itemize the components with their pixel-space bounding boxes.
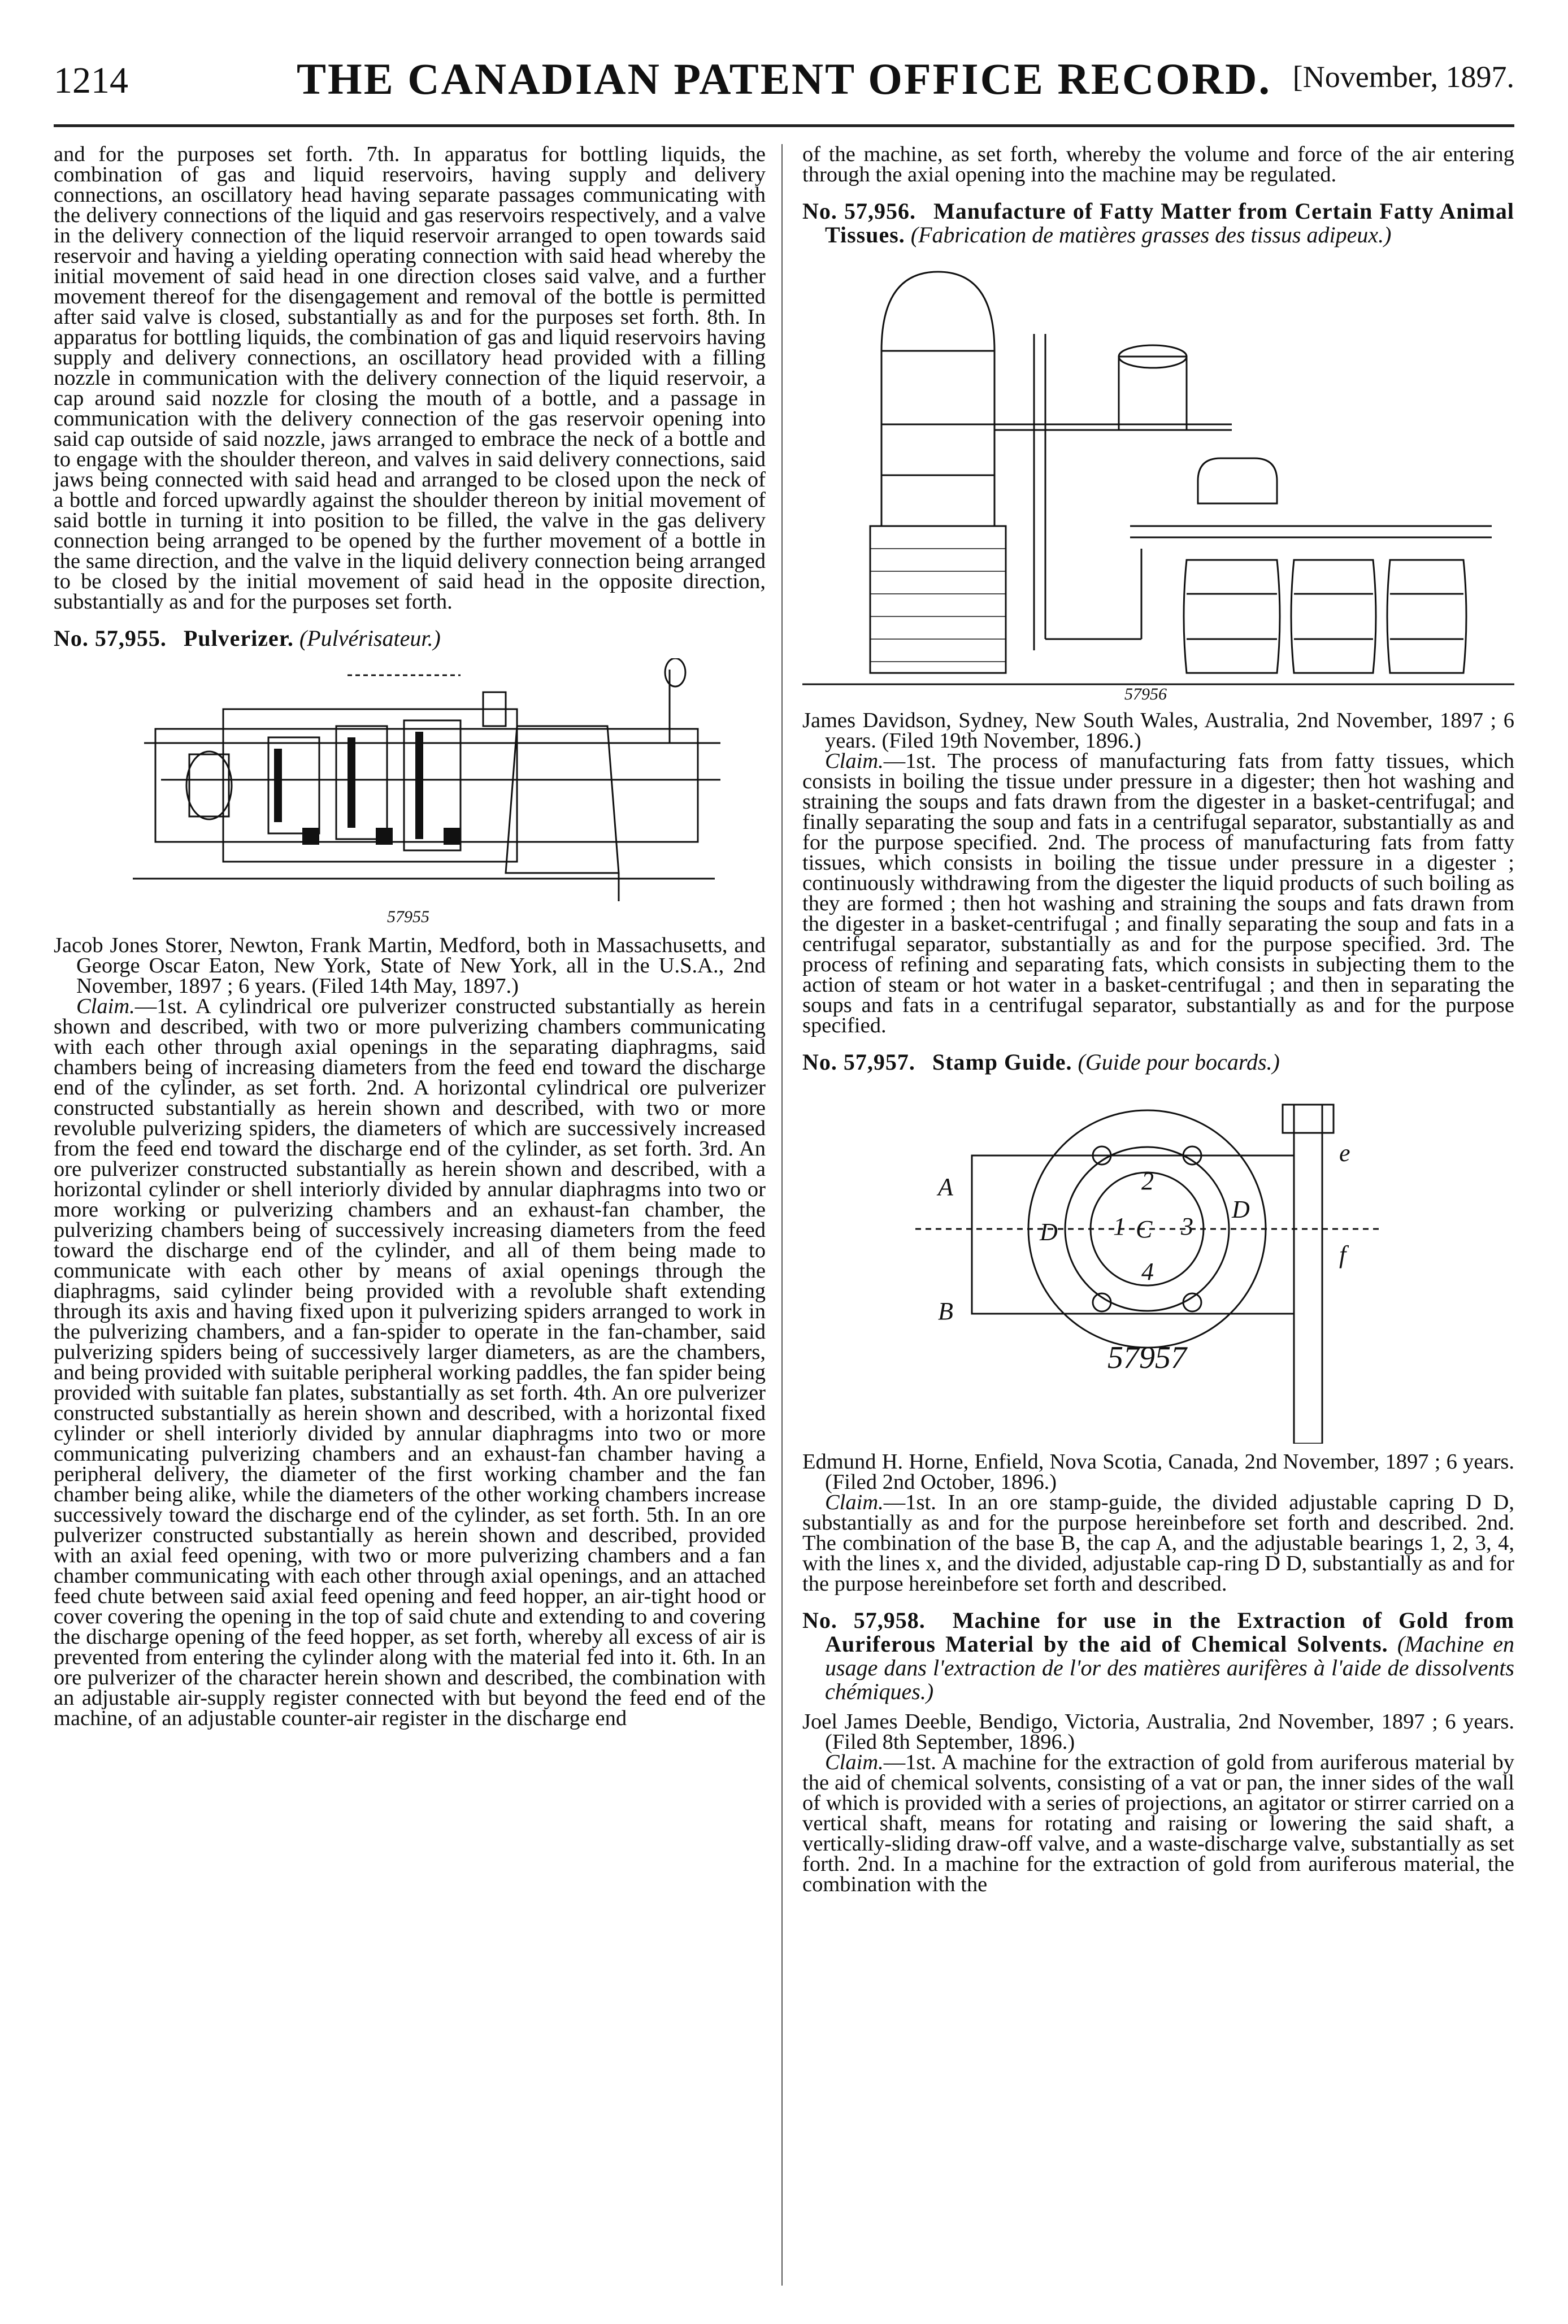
claim-text: —1st. A cylindrical ore pulverizer constructed substantially as herein shown and described, with two or more pulverizing chambers communicating with each other through axial openings in the separating diaphragms, said chambers being of increasing diameters from the feed end toward the discharge end of the cylinder, as set forth. 2nd. A horizontal cylindrical ore pulverizer constructed substantially as herein shown and described, with two or more revoluble pulverizing spiders, the diameters of which are successively increased from the feed end toward the discharge end of the cylinder, as set forth. 3rd. An ore pulverizer constructed substantially as herein shown and described, with a horizontal cylinder or shell interiorly divided by annular diaphragms into two or more working or pulverizing chambers and an exhaust-fan chamber, the pulverizing chambers being of successively increasing diameters from the feed toward the discharge end of the cylinder, and all of them being made to communicate with each other by means of axial openings through the diaphragms, said cylinder being provided with a revoluble shaft extending through its axis and having fixed upon it pulverizing spiders arranged to work in the pulverizing chambers, and a fan-spider to operate in the fan-chamber, said pulverizing spiders being of successively larger diameters, as are the chambers, and being provided with suitable peripheral working paddles, the fan spider being provided with suitable fan plates, substantially as set forth. 4th. An ore pulverizer constructed substantially as herein shown and described, with a horizontal fixed cylinder or shell interiorly divided by annular diaphragms into two or more communicating pulverizing chambers and an exhaust-fan chamber having a peripheral delivery, the diameter of the first working chamber and the fan chamber being alike, while the diameters of the other working chambers increase successively toward the discharge end of the cylinder, as set forth. 5th. In an ore pulverizer constructed substantially as herein shown and described, provided with an axial feed opening, with two or more pulverizing chambers and a fan chamber communicating with each other through axial openings, and an attached feed chute between said axial feed opening and feed hopper, an air-tight hood or cover covering the opening in the top of said chute and extending to and covering the discharge opening of the feed hopper, as set forth, whereby all excess of air is prevented from entering the cylinder along with the material fed into it. 6th. In an ore pulverizer of the character herein shown and described, the combination with an adjustable air-supply register connected with but beyond the feed end of the machine, of an adjustable counter-air register in the discharge end: [54, 994, 766, 1730]
svg-text:e: e: [1339, 1139, 1350, 1167]
patent-number: No. 57,958.: [802, 1608, 926, 1633]
patent-title: Stamp Guide.: [932, 1049, 1072, 1075]
claims-57958: [802, 1752, 1514, 1895]
page-number: 1214: [54, 60, 128, 101]
svg-text:D: D: [1040, 1218, 1058, 1246]
claim-label: Claim.: [825, 1491, 884, 1514]
continued-claim-text-right: of the machine, as set forth, whereby the volume and force of the air entering through the axial opening into the machine may be regulated.: [802, 142, 1514, 186]
svg-text:C: C: [1136, 1215, 1153, 1243]
claim-text: —1st. The process of manufacturing fats from fatty tissues, which consists in boiling the tissue under pressure in a digester; then hot washing and straining the soups and fats drawn from the digester in a basket-centrifugal; and finally separating the soup and fats in a centrifugal separator, substantially as and for the purpose specified. 2nd. The process of manufacturing fats from fatty tissues, which consists in boiling the tissue under pressure in a digester ; continuously withdrawing from the digester the liquid products of such boiling as they are formed ; then hot washing and straining the soups and fats drawn from the digester in a basket-centrifugal ; and finally separating the soup and fats in a centrifugal separator, substantially as and for the purpose specified. 3rd. The process of refining and separating fats, which consists in subjecting them to the action of steam or hot water in a basket-centrifugal ; and then in separating the soups and fats in a centrifugal separator, substantially as and for the purpose specified.: [802, 749, 1514, 1037]
patent-number: No. 57,956.: [802, 198, 916, 224]
header-rule: [54, 124, 1514, 127]
patent-title: Machine for use in the Extraction of Gold from Auriferous Material by the aid of Chemical Solvents.: [825, 1608, 1515, 1657]
patent-french-title: (Fabrication de matières grasses des tissus adipeux.): [910, 222, 1392, 247]
issue-date: [November, 1897.: [1292, 60, 1514, 94]
inventors-57956: James Davidson, Sydney, New South Wales, Australia, 2nd November, 1897 ; 6 years. (Filed 19th November, 1896.): [802, 709, 1514, 753]
patent-heading-57958: [802, 1609, 1514, 1704]
column-divider: [781, 144, 783, 2286]
inventors-57957: Edmund H. Horne, Enfield, Nova Scotia, Canada, 2nd November, 1897 ; 6 years. (Filed 2nd October, 1896.): [802, 1450, 1514, 1494]
svg-text:A: A: [938, 1173, 953, 1201]
figure-57956: [802, 255, 1514, 703]
continued-claim-text: and for the purposes set forth. 7th. In apparatus for bottling liquids, the combination of gas and liquid reservoirs, having supply and delivery connections, an oscillatory head having separate passages communicating with the delivery connections of the liquid and gas reservoirs respectively, and a valve in the delivery connection of the liquid reservoir arranged to open towards said reservoir and having a yielding operating connection with said head whereby the initial movement of said head in one direction closes said valve, and a further movement thereof for the disengagement and removal of the bottle is permitted after said valve is closed, substantially as and for the purposes set forth. 8th. In apparatus for bottling liquids, the combination of gas and liquid reservoirs having supply and delivery connections, an oscillatory head provided with a filling nozzle in communication with the delivery connection of the liquid reservoir, a cap around said nozzle for closing the mouth of a bottle, and a passage in communication with the delivery connection of the gas reservoir opening into said cap outside of said nozzle, jaws arranged to embrace the neck of a bottle and to engage with the shoulder thereon, and valves in said delivery connections, said jaws being connected with said head and arranged to be closed upon the neck of a bottle and forced upwardly against the shoulder thereon by initial movement of said bottle in turning it into position to be filled, the valve in the gas delivery connection being arranged to be opened by the further movement of a bottle in the same direction, and the valve in the liquid delivery connection being arranged to be closed by the initial movement of said head in the opposite direction, substantially as and for the purposes set forth.: [54, 142, 766, 614]
figure-label-57957: 57957: [1107, 1340, 1187, 1375]
claims-57957: [802, 1492, 1514, 1594]
inventors-57958: Joel James Deeble, Bendigo, Victoria, Australia, 2nd November, 1897 ; 6 years. (Filed 8th September, 1896.): [802, 1710, 1514, 1754]
page-header: [54, 54, 1514, 116]
svg-text:3: 3: [1181, 1213, 1193, 1240]
pulverizer-drawing-icon: [54, 658, 766, 918]
right-column: [802, 144, 1514, 1895]
claim-label: Claim.: [76, 994, 135, 1018]
patent-french-title: (Guide pour bocards.): [1078, 1049, 1280, 1075]
patent-heading-57956: [802, 199, 1514, 247]
journal-title: THE CANADIAN PATENT OFFICE RECORD.: [297, 54, 1271, 103]
svg-text:f: f: [1339, 1241, 1347, 1269]
svg-text:B: B: [938, 1297, 953, 1325]
claim-label: Claim.: [825, 749, 884, 773]
figure-57955: [54, 658, 766, 926]
patent-number: No. 57,957.: [802, 1049, 915, 1075]
figure-label-57955: 57955: [387, 907, 429, 926]
figure-label-57956: 57956: [1124, 685, 1167, 703]
claims-57956: [802, 751, 1514, 1036]
patent-french-title: (Machine en usage dans l'extraction de l'or des matières aurifères à l'aide de dissolvents chémiques.): [825, 1631, 1515, 1704]
svg-text:4: 4: [1141, 1258, 1154, 1285]
patent-number: No. 57,955.: [54, 625, 167, 651]
claim-text: —1st. A machine for the extraction of gold from auriferous material by the aid of chemical solvents, consisting of a vat or pan, the inner sides of the wall of which is provided with a series of projections, an agitator or stirrer carried on a vertical shaft, means for rotating and raising or lowering the said shaft, a vertically-sliding draw-off valve, and a waste-discharge valve, substantially as set forth. 2nd. In a machine for the extraction of gold from auriferous material, the combination with the: [802, 1750, 1514, 1896]
left-column: [54, 144, 766, 1728]
stamp-guide-drawing-icon: [802, 1082, 1514, 1444]
patent-heading-57957: [802, 1050, 1514, 1074]
svg-text:2: 2: [1141, 1167, 1154, 1195]
digester-drawing-icon: [802, 255, 1514, 696]
patent-title: Manufacture of Fatty Matter from Certain Fatty Animal Tissues.: [825, 198, 1514, 247]
patent-title: Pulverizer.: [183, 625, 294, 651]
figure-57957: [802, 1082, 1514, 1444]
svg-text:1: 1: [1113, 1213, 1126, 1240]
claim-label: Claim.: [825, 1750, 884, 1774]
svg-text:D: D: [1232, 1196, 1250, 1223]
patent-heading-57955: [54, 627, 766, 650]
claims-57955: [54, 996, 766, 1728]
inventors-57955: Jacob Jones Storer, Newton, Frank Martin, Medford, both in Massachusetts, and George Oscar Eaton, New York, State of New York, all in the U.S.A., 2nd November, 1897 ; 6 years. (Filed 14th May, 1897.): [54, 933, 766, 998]
claim-text: —1st. In an ore stamp-guide, the divided adjustable capring D D, substantially as and for the purpose hereinbefore set forth and described. 2nd. The combination of the base B, the cap A, and the adjustable bearings 1, 2, 3, 4, with the lines x, and the divided, adjustable cap-ring D D, substantially as and for the purpose hereinbefore set forth and described.: [802, 1491, 1514, 1596]
patent-french-title: (Pulvérisateur.): [299, 625, 441, 651]
